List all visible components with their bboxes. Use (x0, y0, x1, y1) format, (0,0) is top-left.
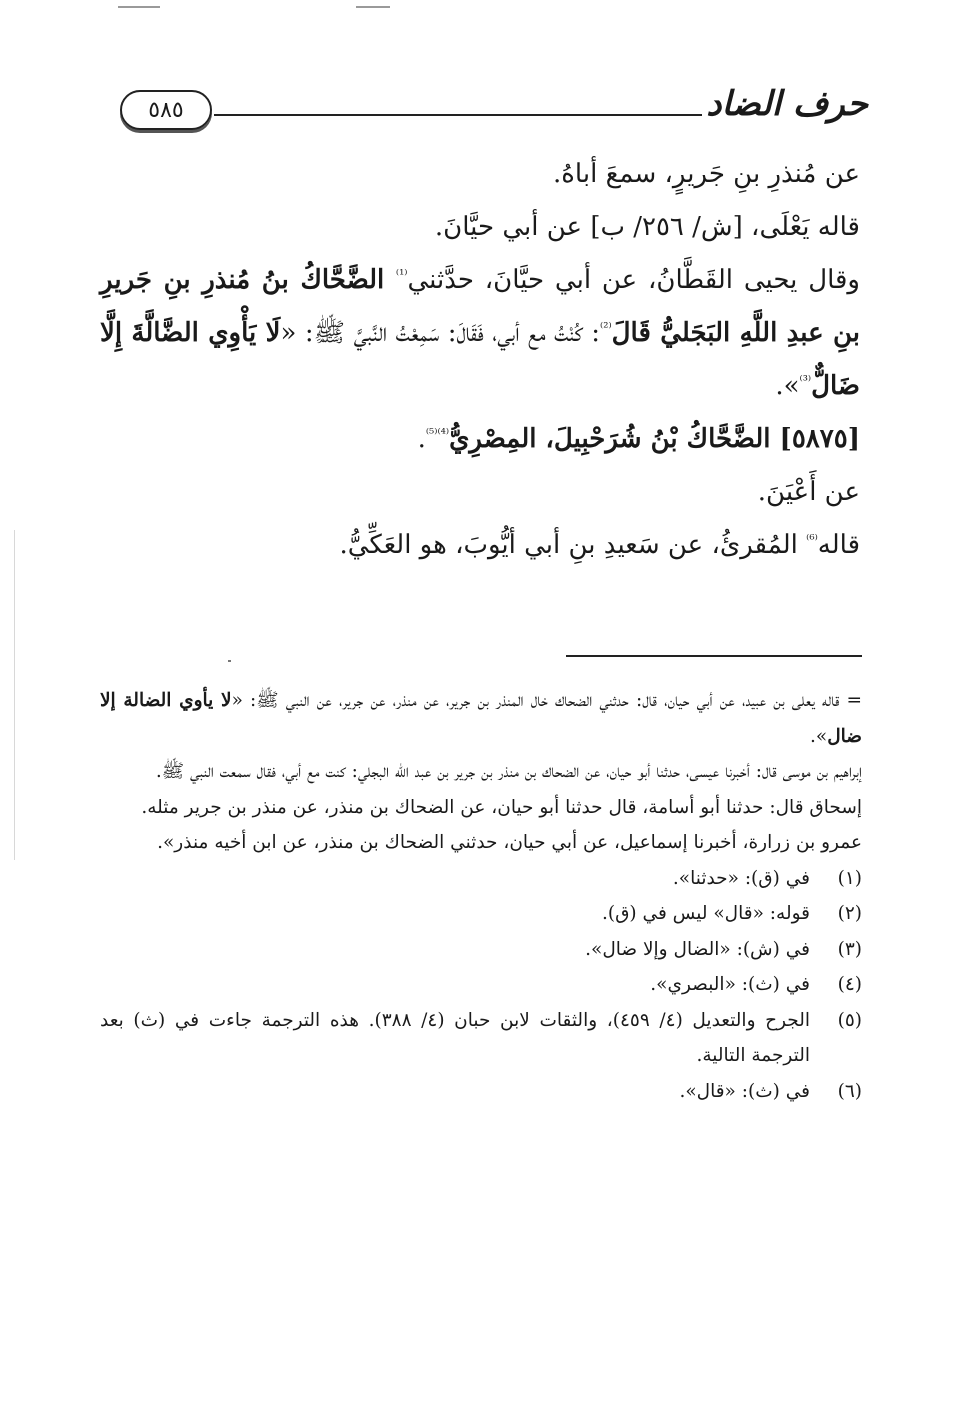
footnote-number: (٣) (837, 938, 862, 960)
entry-heading: [٥٨٧٥] الضَّحَّاكُ بْنُ شُرَحْبِيلَ، المِصْرِيُّ$^{^{(4)(5)}}$. (417, 424, 860, 454)
main-text (100, 148, 860, 572)
footnote-ref: ⁽⁴⁾⁽⁵⁾ (425, 426, 450, 442)
footnote-ref: ⁽⁶⁾ (806, 532, 818, 548)
footnote-text: في (ث): «قال». (679, 1080, 810, 1102)
footnote-ref: ⁽²⁾ (600, 320, 612, 336)
footnote-number: (٢) (837, 903, 862, 924)
text-line: قاله$^{^{(6)}}$ المُقرئُ، عن سَعيدِ بنِ أبي أيُّوبَ، هو العَكِّيُّ. (339, 530, 860, 560)
footnote-item (100, 1003, 862, 1074)
footnote-item (100, 896, 862, 932)
footnote-number: (١) (837, 867, 862, 889)
page-header (110, 84, 868, 136)
footnote-ref: ⁽³⁾ (799, 373, 812, 389)
footnote-text: قوله: «قال» ليس في (ق). (601, 903, 810, 924)
footnote-continuation: = قاله يعلى بن عبيد، عن أبي حيان، قال: حدثني الضحاك خال المنذر بن جرير، عن منذر، عن جرير، عن النبي ﷺ: «لا يأوي الضالة إلا ضال». (100, 690, 863, 747)
footnote-continuation: إسحاق قال: حدثنا أبو أسامة، قال حدثنا أبو حيان، عن الضحاك بن منذر، عن منذر بن جرير مثله. (141, 796, 862, 818)
text-line: عن مُنذرِ بنِ جَريرٍ، سمعَ أباهُ. (553, 159, 860, 189)
footnote-text: الجرح والتعديل (٤/ ٤٥٩)، والثقات لابن حبان (٤/ ٣٨٨). هذه الترجمة جاءت في (ث) بعد الترجمة التالية. (100, 1009, 810, 1066)
header-rule (214, 114, 702, 116)
text-line: قاله يَعْلَى، [ش/ ٢٥٦/ ب] عن أبي حيَّانَ. (434, 212, 860, 242)
scan-mark (356, 6, 390, 8)
footnote-text: في (ق): «حدثنا». (672, 867, 810, 889)
footnote-number: (٦) (837, 1080, 862, 1102)
footnote-item (100, 967, 862, 1003)
scan-edge (14, 530, 15, 860)
footnote-continuation: إبراهيم بن موسى قال: أخبرنا عيسى، حدثنا أبو حيان، عن الضحاك بن منذر بن جرير بن عبد الله البجلي: كنت مع أبي، فقال سمعت النبي ﷺ. (155, 761, 862, 782)
footnote-separator (566, 655, 862, 657)
scan-mark (118, 6, 160, 8)
footnote-item (100, 932, 862, 968)
footnote-number: (٥) (837, 1009, 862, 1031)
footnote-continuation: عمرو بن زرارة، أخبرنا إسماعيل، عن أبي حيان، حدثني الضحاك بن منذر، عن ابن أخيه منذر». (157, 832, 862, 853)
footnote-text: في (ث): «البصري». (650, 974, 810, 995)
footnotes (100, 683, 862, 1109)
footnote-number: (٤) (837, 974, 862, 995)
hadith-paragraph: وقال يحيى القَطَّانُ، عن أبي حيَّانَ، حدَّثني$^{^{(1)}}$ الضَّحَّاكُ بنُ مُنذرِ بنِ جَريرِ بنِ عبدِ اللَّهِ البَجَليُّ قَالَ$^{^{(2)}}$: كُنْتُ مع أبي، فَقَالَ: سَمِعْتُ النَّبيَّ ﷺ: «لَا يَأْوِي الضَّالَّةَ إِلَّا ضَالٌّ$^{^{(3)}}$». (100, 265, 860, 401)
footnote-item (100, 861, 862, 897)
page-number: ٥٨٥ (120, 90, 212, 130)
hadith-quote: لَا يَأْوِي الضَّالَّةَ إِلَّا ضَالٌّ (100, 318, 860, 401)
footnote-text: في (ش): «الضال وإلا ضال». (585, 938, 810, 960)
section-title: حرف الضاد (706, 84, 868, 124)
footnote-item (100, 1074, 862, 1110)
text-line: عن أَعْيَنَ. (757, 477, 860, 507)
footnote-ref: ⁽¹⁾ (395, 267, 408, 283)
scan-speck (228, 660, 231, 662)
